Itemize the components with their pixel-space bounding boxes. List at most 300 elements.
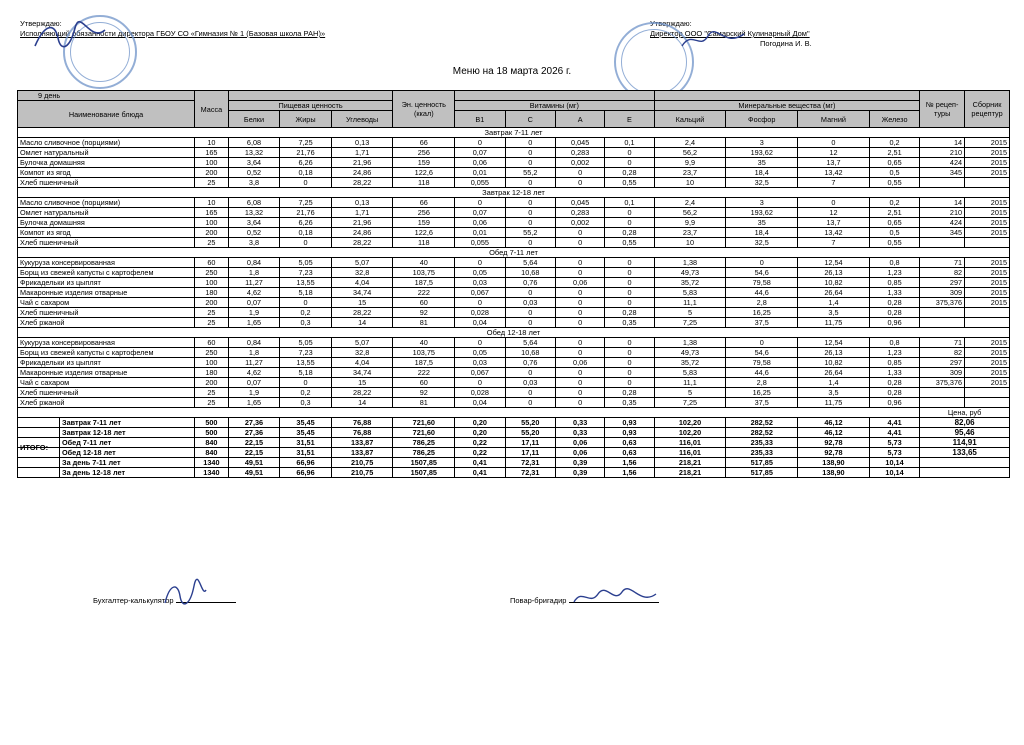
total-value: 0,20 [455,418,505,428]
dish-value: 24,86 [331,168,393,178]
dish-value: 2015 [965,168,1010,178]
dish-value: 5,05 [280,338,332,348]
dish-value: 3,8 [228,178,280,188]
dish-value: 0,05 [455,348,505,358]
total-value: 55,20 [505,428,555,438]
dish-value: 2015 [965,338,1010,348]
dish-value: 2015 [965,368,1010,378]
dish-value: 0 [455,258,505,268]
total-value: 0,22 [455,438,505,448]
total-value: 282,52 [726,428,798,438]
dish-value: 0,5 [869,228,919,238]
total-value: 786,25 [393,438,455,448]
dish-value: 13,42 [798,228,870,238]
dish-name: Хлеб пшеничный [18,178,195,188]
total-value: 517,85 [726,468,798,478]
total-value: 0,63 [605,438,654,448]
price-header: Цена, руб [920,408,1010,418]
dish-value: 118 [393,238,455,248]
total-value: 1,56 [605,458,654,468]
dish-value: 25 [195,398,229,408]
dish-value: 0,283 [556,208,605,218]
dish-value: 375,376 [920,298,965,308]
total-price: 95,46 [920,428,1010,438]
dish-value: 3 [726,198,798,208]
dish-value: 79,58 [726,278,798,288]
dish-value: 0,28 [605,228,654,238]
dish-value: 2,8 [726,298,798,308]
dish-value: 0 [455,298,505,308]
dish-row [18,268,1010,278]
total-value: 1,56 [605,468,654,478]
dish-value: 0 [505,368,555,378]
dish-value [920,238,965,248]
dish-name: Хлеб ржаной [18,318,195,328]
dish-value: 0,07 [455,148,505,158]
dish-value: 0,01 [455,168,505,178]
total-value: 218,21 [654,458,726,468]
dish-value: 0,55 [605,238,654,248]
col-mass: Масса [195,91,229,128]
dish-value: 200 [195,378,229,388]
dish-value: 92 [393,388,455,398]
total-value: 500 [195,428,229,438]
dish-value: 21,96 [331,158,393,168]
vitamins-spacer [455,91,655,101]
dish-value: 5,64 [505,338,555,348]
total-value: 22,15 [228,438,280,448]
dish-row [18,168,1010,178]
total-row [18,458,1010,468]
dish-value: 25 [195,308,229,318]
dish-value: 6,08 [228,138,280,148]
dish-value: 345 [920,168,965,178]
dish-value [965,308,1010,318]
dish-value: 187,5 [393,278,455,288]
section-title: Завтрак 7-11 лет [18,128,1010,138]
total-value: 27,36 [228,418,280,428]
dish-value: 0 [556,258,605,268]
dish-value: 23,7 [654,168,726,178]
dish-value: 0,28 [605,168,654,178]
dish-value: 0 [605,378,654,388]
dish-value: 40 [393,338,455,348]
dish-value: 1,33 [869,288,919,298]
total-value: 4,41 [869,418,919,428]
dish-value: 0,18 [280,228,332,238]
col-collection: Сборник рецептур [965,91,1010,128]
dish-row [18,368,1010,378]
total-value: 46,12 [798,428,870,438]
approval-right-signer: Погодина И. В. [760,39,812,48]
dish-value: 79,58 [726,358,798,368]
total-value: 0,93 [605,418,654,428]
dish-value: 0 [605,208,654,218]
dish-value: 60 [393,378,455,388]
dish-value: 122,6 [393,168,455,178]
dish-value: 0,13 [331,138,393,148]
dish-value: 0,76 [505,278,555,288]
dish-value: 0 [556,238,605,248]
dish-value: 0,13 [331,198,393,208]
dish-value: 1,38 [654,258,726,268]
dish-value: 5 [654,308,726,318]
dish-value: 297 [920,278,965,288]
dish-row [18,318,1010,328]
dish-value: 0 [505,308,555,318]
dish-value: 0 [455,338,505,348]
dish-value: 0,2 [869,138,919,148]
dish-value: 180 [195,368,229,378]
dish-value: 0,283 [556,148,605,158]
dish-value: 0,03 [455,358,505,368]
total-value: 210,75 [331,468,393,478]
dish-value: 24,86 [331,228,393,238]
dish-value: 14 [331,398,393,408]
accountant-signature-icon [160,578,210,608]
col-c: C [505,111,555,128]
dish-value: 0,03 [455,278,505,288]
dish-value: 0 [505,218,555,228]
dish-value: 2015 [965,278,1010,288]
page-title: Меню на 18 марта 2026 г. [452,66,572,77]
dish-value: 297 [920,358,965,368]
dish-value: 0,28 [605,388,654,398]
dish-value: 2,8 [726,378,798,388]
total-value: 116,01 [654,448,726,458]
total-name: Завтрак 12-18 лет [18,428,195,438]
dish-value: 71 [920,338,965,348]
total-name: Обед 12-18 лет [18,448,195,458]
price-header-row [18,408,1010,418]
dish-row [18,378,1010,388]
cook-signature-icon [570,584,660,610]
dish-name: Макаронные изделия отварные [18,288,195,298]
dish-value: 0,045 [556,138,605,148]
dish-value: 18,4 [726,168,798,178]
dish-value: 0 [605,358,654,368]
total-value: 102,20 [654,428,726,438]
dish-value: 2015 [965,228,1010,238]
dish-name: Борщ из свежей капусты с картофелем [18,268,195,278]
dish-value: 0 [280,378,332,388]
dish-value: 18,4 [726,228,798,238]
dish-value: 0,65 [869,218,919,228]
dish-value: 0,002 [556,158,605,168]
total-value: 1507,85 [393,468,455,478]
dish-value: 21,96 [331,218,393,228]
dish-name: Фрикадельки из цыплят [18,358,195,368]
dish-value: 5,05 [280,258,332,268]
dish-value: 2,51 [869,208,919,218]
dish-name: Булочка домашняя [18,218,195,228]
dish-value: 66 [393,198,455,208]
dish-value: 35 [726,218,798,228]
dish-row [18,208,1010,218]
dish-value: 2015 [965,378,1010,388]
dish-name: Кукуруза консервированная [18,338,195,348]
col-proteins: Белки [228,111,280,128]
dish-value: 82 [920,348,965,358]
dish-value: 0,96 [869,318,919,328]
total-price: 133,65 [920,448,1010,458]
dish-value: 0,84 [228,258,280,268]
dish-value: 0 [726,338,798,348]
total-value: 0,22 [455,448,505,458]
section-title: Обед 7-11 лет [18,248,1010,258]
dish-value: 0 [605,348,654,358]
dish-value: 3,5 [798,308,870,318]
total-value: 1340 [195,468,229,478]
dish-value: 7,25 [654,318,726,328]
dish-value: 0,028 [455,388,505,398]
dish-value: 345 [920,228,965,238]
dish-value: 103,75 [393,348,455,358]
dish-value: 12,54 [798,258,870,268]
dish-value: 0,067 [455,288,505,298]
dish-value: 0,28 [869,388,919,398]
dish-value: 32,5 [726,178,798,188]
dish-value: 32,5 [726,238,798,248]
total-value: 116,01 [654,438,726,448]
total-value: 35,45 [280,428,332,438]
dish-value: 5,07 [331,258,393,268]
dish-value: 7,25 [654,398,726,408]
dish-row [18,258,1010,268]
dish-value: 2,4 [654,138,726,148]
dish-value: 4,04 [331,358,393,368]
dish-value: 1,65 [228,398,280,408]
dish-row [18,178,1010,188]
total-value: 35,45 [280,418,332,428]
total-value: 138,90 [798,458,870,468]
dish-value: 11,75 [798,318,870,328]
dish-row [18,238,1010,248]
section-title: Завтрак 12-18 лет [18,188,1010,198]
dish-value: 16,25 [726,308,798,318]
total-value: 0,39 [556,458,605,468]
dish-value: 21,76 [280,148,332,158]
dish-value: 0 [505,318,555,328]
col-a: A [556,111,605,128]
dish-value: 2015 [965,258,1010,268]
dish-value: 0,01 [455,228,505,238]
dish-value: 12 [798,148,870,158]
dish-value [920,388,965,398]
total-value: 840 [195,448,229,458]
dish-name: Масло сливочное (порциями) [18,198,195,208]
dish-value: 0 [556,318,605,328]
dish-value: 0 [556,398,605,408]
dish-value: 7 [798,178,870,188]
dish-value: 100 [195,218,229,228]
dish-value [920,318,965,328]
dish-row [18,338,1010,348]
dish-value: 0 [556,308,605,318]
total-row [18,428,1010,438]
dish-value: 28,22 [331,178,393,188]
dish-value: 0 [505,198,555,208]
dish-value: 2015 [965,298,1010,308]
total-value: 0,93 [605,428,654,438]
dish-value: 0,76 [505,358,555,368]
dish-value [965,238,1010,248]
dish-value: 0,03 [505,378,555,388]
total-value: 0,63 [605,448,654,458]
dish-value: 0 [726,258,798,268]
dish-value: 34,74 [331,288,393,298]
total-row [18,418,1010,428]
dish-value: 11,75 [798,398,870,408]
dish-name: Компот из ягод [18,228,195,238]
dish-value: 0 [505,388,555,398]
dish-value: 13,7 [798,158,870,168]
dish-value: 0,06 [556,358,605,368]
total-value: 49,51 [228,458,280,468]
dish-value: 0 [798,138,870,148]
col-b1: B1 [455,111,505,128]
total-value: 102,20 [654,418,726,428]
total-name: Обед 7-11 лет [18,438,195,448]
dish-value: 0 [605,288,654,298]
dish-value: 0,84 [228,338,280,348]
total-price: 114,91 [920,438,1010,448]
dish-value: 10,82 [798,358,870,368]
dish-value: 16,25 [726,388,798,398]
dish-value: 71 [920,258,965,268]
dish-value: 0,04 [455,398,505,408]
dish-value: 13,32 [228,208,280,218]
dish-value: 0 [556,168,605,178]
dish-value: 0,055 [455,238,505,248]
total-value: 5,73 [869,448,919,458]
dish-value: 0 [505,288,555,298]
dish-value: 32,8 [331,348,393,358]
dish-value: 54,6 [726,268,798,278]
dish-value: 0,2 [280,388,332,398]
dish-value: 0,18 [280,168,332,178]
dish-value: 0,5 [869,168,919,178]
dish-value: 13,42 [798,168,870,178]
dish-name: Хлеб ржаной [18,398,195,408]
approval-right-position: Директор ООО "Самарский Кулинарный Дом" [650,29,810,38]
total-row [18,468,1010,478]
dish-value: 0 [556,388,605,398]
dish-value: 256 [393,208,455,218]
dish-value: 5,18 [280,368,332,378]
dish-value: 1,4 [798,298,870,308]
dish-value: 0,28 [605,308,654,318]
dish-value: 2015 [965,218,1010,228]
dish-value: 40 [393,258,455,268]
dish-value: 0,85 [869,278,919,288]
total-value: 66,96 [280,468,332,478]
dish-value: 0,028 [455,308,505,318]
dish-value: 0,06 [455,158,505,168]
dish-value: 0 [505,208,555,218]
dish-row [18,398,1010,408]
col-e: E [605,111,654,128]
dish-value: 0,03 [505,298,555,308]
total-value: 4,41 [869,428,919,438]
dish-value: 159 [393,158,455,168]
dish-value: 5,83 [654,288,726,298]
dish-value: 5,18 [280,288,332,298]
dish-value: 92 [393,308,455,318]
dish-value: 23,7 [654,228,726,238]
dish-value: 0,28 [869,378,919,388]
section-header-row [18,328,1010,338]
dish-value: 100 [195,358,229,368]
dish-value: 2015 [965,148,1010,158]
total-value: 133,87 [331,448,393,458]
col-vitamins-group: Витамины (мг) [455,101,655,111]
totals-label-overlay: ИТОГО: [20,442,49,452]
dish-value: 122,6 [393,228,455,238]
dish-value: 7,25 [280,138,332,148]
dish-value: 250 [195,268,229,278]
dish-value: 60 [195,338,229,348]
dish-value: 81 [393,398,455,408]
col-magnesium: Магний [798,111,870,128]
dish-value: 0,55 [869,178,919,188]
section-header-row [18,128,1010,138]
dish-value: 100 [195,278,229,288]
dish-value: 6,08 [228,198,280,208]
dish-row [18,138,1010,148]
dish-value: 2015 [965,208,1010,218]
dish-value: 49,73 [654,348,726,358]
dish-name: Булочка домашняя [18,158,195,168]
dish-value: 15 [331,298,393,308]
total-value: 138,90 [798,468,870,478]
dish-value: 2015 [965,198,1010,208]
dish-value: 4,62 [228,288,280,298]
total-price: 82,06 [920,418,1010,428]
dish-value: 309 [920,368,965,378]
dish-name: Борщ из свежей капусты с картофелем [18,348,195,358]
total-value: 92,78 [798,438,870,448]
total-row [18,438,1010,448]
dish-value: 1,65 [228,318,280,328]
dish-value: 25 [195,388,229,398]
dish-value: 7,23 [280,268,332,278]
dish-value: 0,35 [605,318,654,328]
dish-value: 66 [393,138,455,148]
dish-value: 11,1 [654,378,726,388]
total-name: За день 12-18 лет [18,468,195,478]
accountant-label: Бухгалтер-калькулятор [93,596,174,605]
dish-value: 81 [393,318,455,328]
dish-value: 3,64 [228,218,280,228]
dish-value: 118 [393,178,455,188]
section-header-row [18,188,1010,198]
total-value: 0,41 [455,468,505,478]
dish-value: 25 [195,238,229,248]
dish-row [18,198,1010,208]
total-price [920,458,1010,468]
dish-value: 193,62 [726,148,798,158]
dish-value: 60 [195,258,229,268]
dish-value: 35,72 [654,278,726,288]
dish-value: 222 [393,288,455,298]
dish-value: 10 [195,138,229,148]
dish-value [965,178,1010,188]
dish-value: 0 [605,278,654,288]
col-recipe-no: № рецеп-туры [920,91,965,128]
dish-row [18,298,1010,308]
dish-value: 0,55 [869,238,919,248]
